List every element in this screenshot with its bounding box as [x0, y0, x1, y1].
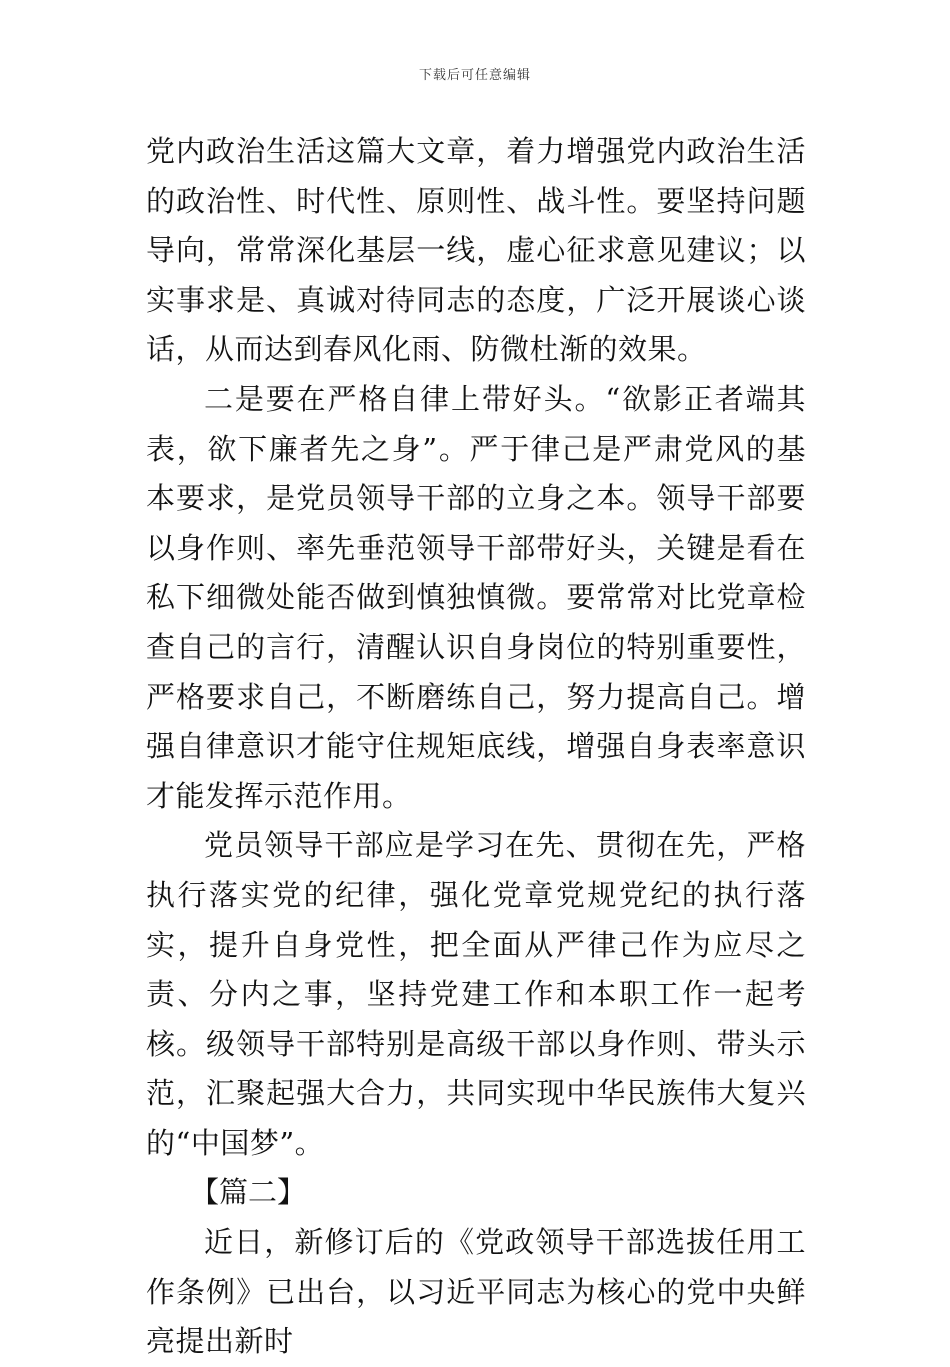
paragraph-continuation: 党内政治生活这篇大文章，着力增强党内政治生活的政治性、时代性、原则性、战斗性。要坚持问题导向，常常深化基层一线，虚心征求意见建议；以实事求是、真诚对待同志的态度，广泛开展谈心谈话，从而达到春风化雨、防微杜渐的效果。 [146, 134, 806, 367]
document-body [146, 127, 806, 1367]
paragraph-new-regulation: 近日，新修订后的《党政领导干部选拔任用工作条例》已出台，以习近平同志为核心的党中央鲜亮提出新时 [146, 1225, 806, 1359]
page-header: 下载后可任意编辑 [418, 68, 531, 83]
paragraph-self-discipline: 二是要在严格自律上带好头。“欲影正者端其表，欲下廉者先之身”。严于律己是严肃党风的基本要求，是党员领导干部的立身之本。领导干部要以身作则、率先垂范领导干部带好头，关键是看在私下细微处能否做到慎独慎微。要常常对比党章检查自己的言行，清醒认识自身岗位的特别重要性，严格要求自己，不断磨练自己，努力提高自己。增强自律意识才能守住规矩底线，增强自身表率意识才能发挥示范作用。 [146, 381, 806, 813]
paragraph-party-discipline: 党员领导干部应是学习在先、贯彻在先，严格执行落实党的纪律，强化党章党规党纪的执行落实，提升自身党性，把全面从严律己作为应尽之责、分内之事，坚持党建工作和本职工作一起考核。级领导干部特别是高级干部以身作则、带头示范，汇聚起强大合力，共同实现中华民族伟大复兴的“中国梦”。 [146, 828, 806, 1160]
section-heading: 【篇二】 [190, 1175, 307, 1210]
